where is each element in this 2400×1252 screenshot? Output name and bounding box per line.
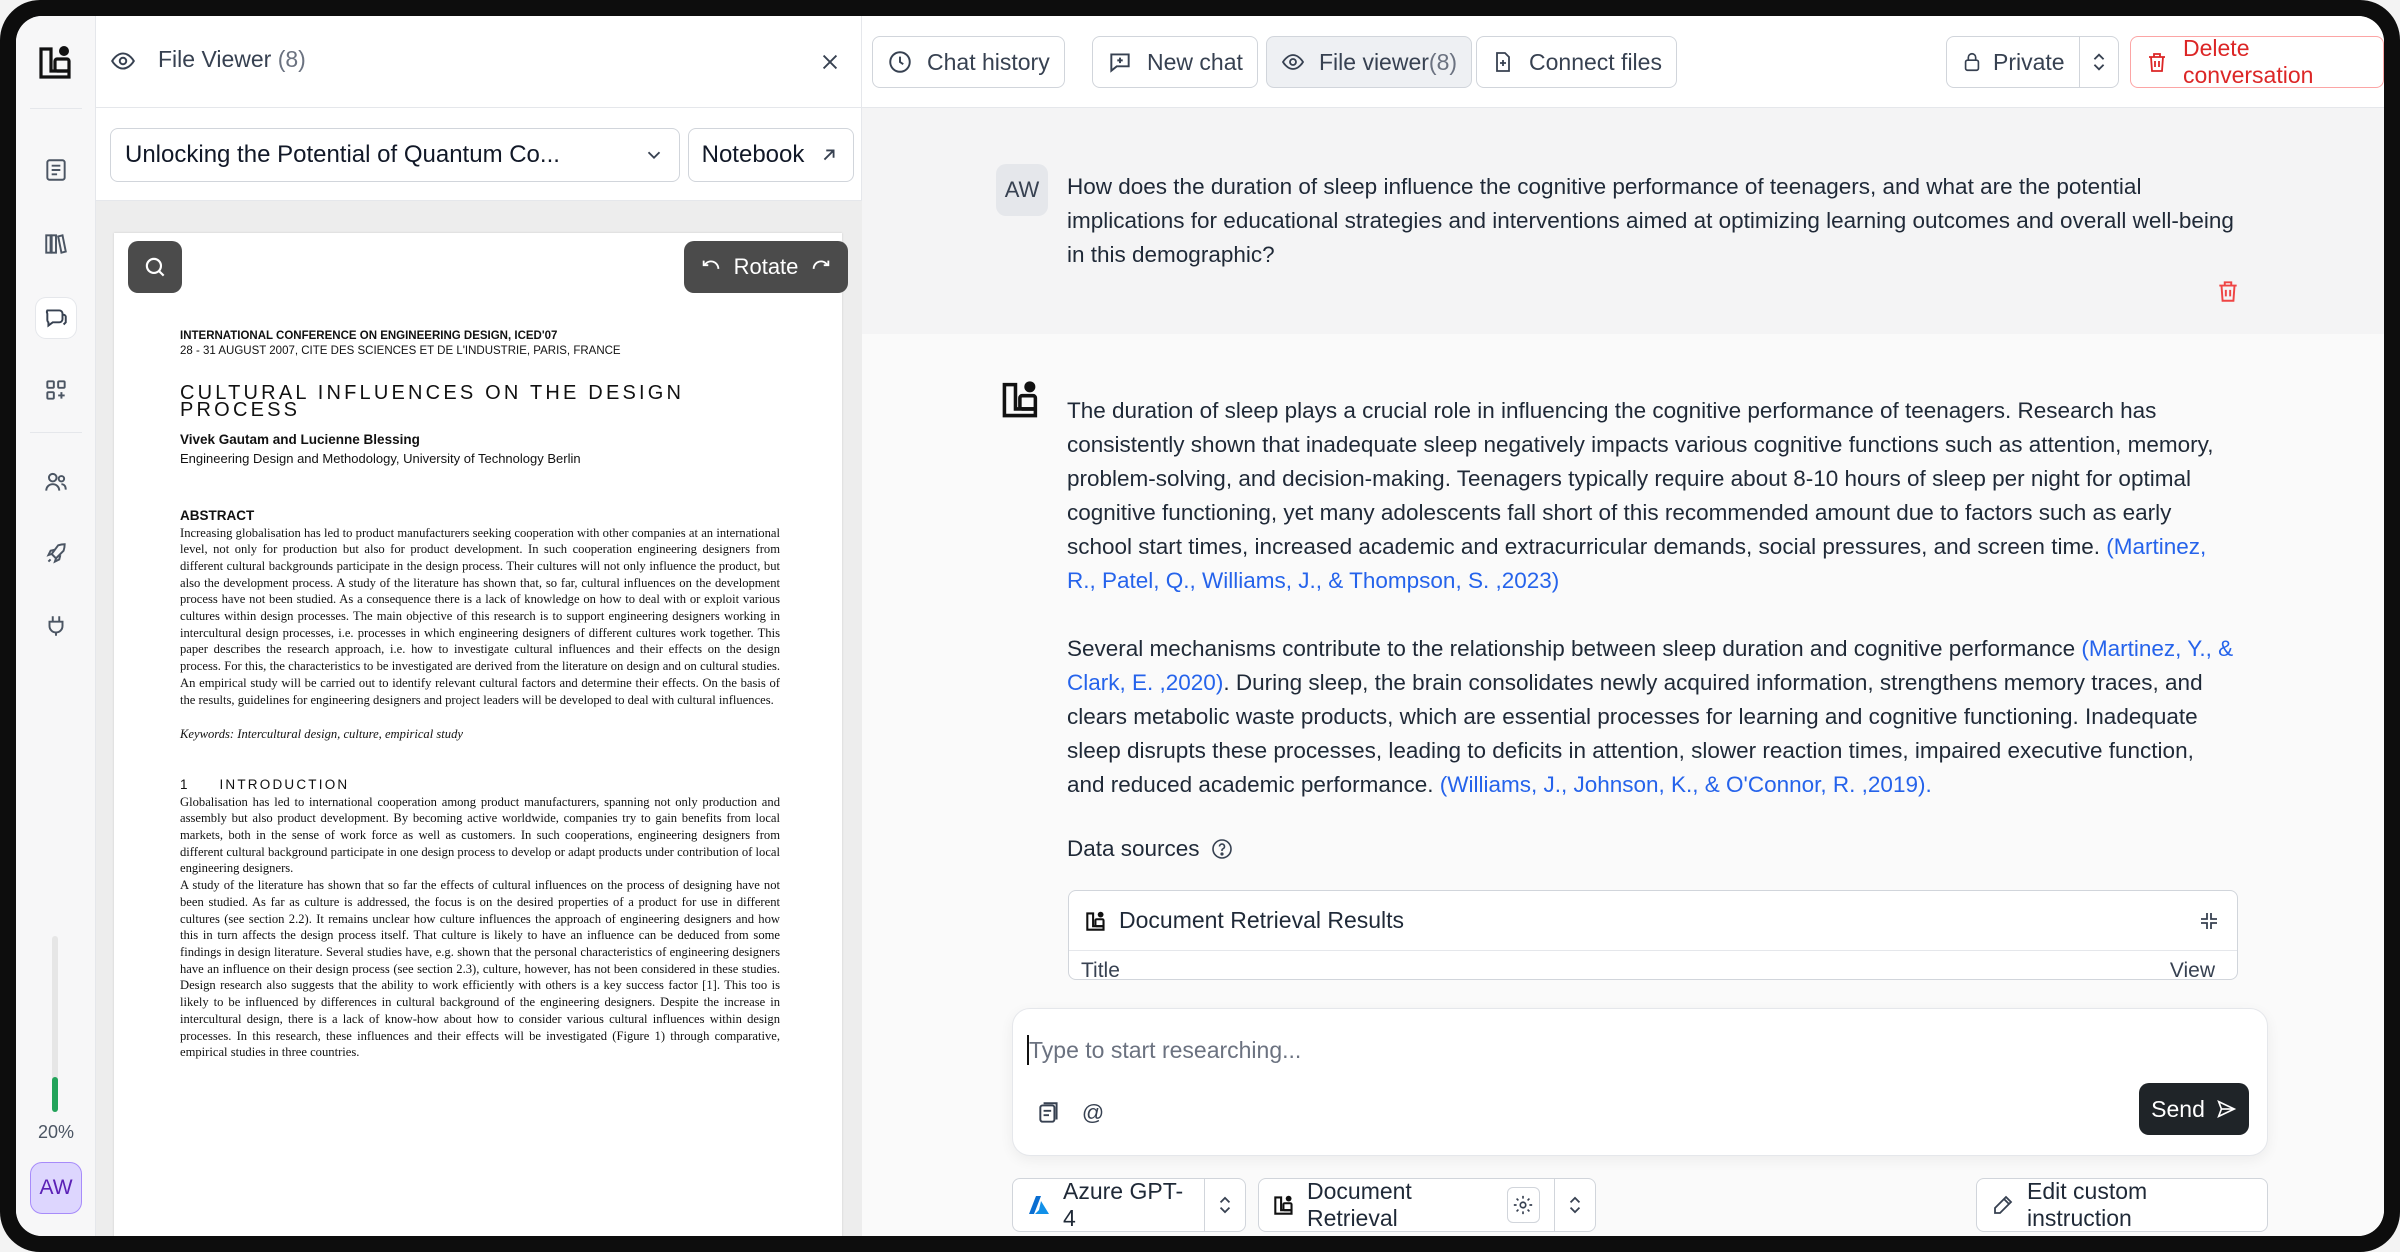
chevron-up-down-icon (2080, 51, 2118, 73)
pdf-paragraph: Globalisation has led to international cooperation among product manufacturers, spanning not only production and assembly but also product development. By becoming active worldwide, companies try to gain benefits from local markets, both in the sense of work force as well as customers. In such cooperations, engineering designers from different cultural background participate in one design process to develop or adapt products under contribution of local engineering designers. (180, 794, 780, 876)
chevron-up-down-icon (1205, 1179, 1245, 1231)
file-viewer-title: File Viewer (8) (158, 46, 306, 72)
delete-conversation-button[interactable]: Delete conversation (2130, 36, 2384, 88)
prompt-library-icon[interactable] (1035, 1099, 1063, 1127)
retrieval-name: Document Retrieval (1307, 1178, 1412, 1231)
settings-gear-icon[interactable] (1507, 1187, 1541, 1223)
chevron-down-icon (643, 144, 665, 166)
chevron-up-down-icon (1555, 1179, 1595, 1231)
message-composer[interactable] (1012, 1008, 2268, 1156)
pdf-authors: Vivek Gautam and Lucienne Blessing (180, 432, 420, 448)
app-window (16, 16, 2384, 1236)
pdf-affiliation: Engineering Design and Methodology, University of Technology Berlin (180, 451, 581, 467)
pdf-keywords: Keywords: Intercultural design, culture, empirical study (180, 727, 463, 742)
rocket-icon[interactable] (36, 534, 76, 574)
send-button[interactable]: Send (2139, 1083, 2249, 1135)
send-icon (2215, 1098, 2237, 1120)
user-avatar: AW (996, 164, 1048, 216)
edit-icon (1991, 1193, 2015, 1217)
rail-divider (30, 432, 82, 433)
rotate-right-icon (810, 256, 832, 278)
model-select[interactable] (1012, 1178, 1246, 1232)
file-viewer-button[interactable]: File viewer(8) (1266, 36, 1472, 88)
collapse-icon[interactable] (2197, 909, 2221, 933)
rotate-left-icon (700, 256, 722, 278)
chat-area (862, 108, 2384, 1236)
usage-meter (52, 936, 58, 1112)
chat-icon[interactable] (36, 298, 76, 338)
library-icon[interactable] (36, 224, 76, 264)
pdf-viewer[interactable] (96, 200, 862, 1236)
pdf-section-heading: 1 INTRODUCTION (180, 776, 350, 792)
data-sources: Data sources (1067, 836, 1234, 862)
chat-history-button[interactable]: Chat history (872, 36, 1065, 88)
document-icon[interactable] (36, 150, 76, 190)
eye-icon (1281, 50, 1305, 74)
assistant-logo-icon (1000, 378, 1042, 420)
model-name: Azure GPT-4 (1063, 1178, 1184, 1231)
new-chat-button[interactable]: New chat (1092, 36, 1258, 88)
rotate-label: Rotate (733, 254, 799, 279)
pdf-paragraph: A study of the literature has shown that so far the effects of cultural influences on the process of designing have not been studied. As far as culture is addressed, the focus is on the desired properties of a product for use in different cultures (see section 2.2). It remains unclear how culture influences the approach of engineering designers and how this in turn affects the design process itself. That culture is likely to have an influence can be deduced from some findings in design literature. Several studies have, e.g. shown that the personal characteristics of engineering designers have an influence on their design process (see section 2.3), culture, however, has not been considered in these studies. Design research also suggests that the ability to work efficiently with others is a key success factor [1]. This too is likely to be influenced by differences in cultural background of the engineering designers. Despite the increase in intercultural design, there is a lack of know-how about how to consider various cultural influences within design processes. In this research, these influences and their effects will be investigated (Figure 1) through comparative, empirical studies in three countries. (180, 878, 780, 1060)
arrow-up-right-icon (818, 144, 840, 166)
privacy-select[interactable]: Private (1946, 36, 2119, 88)
citation-link[interactable]: (Martinez, Y., & Clark, E. ,2020) (1067, 636, 2234, 695)
rotate-button[interactable] (684, 241, 848, 293)
azure-icon (1027, 1193, 1051, 1217)
apps-icon[interactable] (36, 370, 76, 410)
pdf-abstract: Increasing globalisation has led to product manufacturers seeking cooperation with other companies at an international level, not only for production but also for product development. In such cooperation engineering designers from different cultural backgrounds participate in the design process. Their cultures will not only influence the product, but also the development process. A study of the literature has shown that, so far, cultural influences on the development process have not been studied. As a consequence there is a lack of knowledge on how to deal with or exploit various cultures within design processes. The main objective of this research is to support engineering designers working in intercultural design processes, i.e. processes in which engineering designers of different cultures work together. This paper describes the research approach, i.e. how to investigate cultural influences and their effects on the design process. For this, the characteristics to be investigated are derived from the literature on design and on cultural studies. An empirical study will be carried out to identify relevant cultural factors and determine their effects. On the basis of the results, guidelines for engineering designers and project leaders will be developed to deal with cultural influences. (180, 525, 780, 707)
delete-message-trash-icon[interactable] (2215, 278, 2241, 304)
pdf-abstract-heading: ABSTRACT (180, 507, 255, 523)
rail-divider (30, 108, 82, 109)
pdf-content (180, 329, 780, 1061)
trash-icon (2145, 50, 2169, 74)
help-circle-icon[interactable] (1210, 837, 1234, 861)
citation-link[interactable]: (Williams, J., Johnson, K., & O'Connor, R. ,2019). (1439, 772, 1932, 797)
pdf-conference: INTERNATIONAL CONFERENCE ON ENGINEERING DESIGN, ICED'07 (180, 330, 558, 342)
retrieval-results-title: Document Retrieval Results (1119, 907, 1405, 933)
retrieval-table-header (1069, 951, 2237, 980)
file-plus-icon (1491, 50, 1515, 74)
app-logo-icon[interactable] (36, 42, 76, 82)
usage-meter-fill (52, 1077, 58, 1112)
avatar[interactable]: AW (30, 1162, 82, 1214)
nav-rail (16, 16, 96, 1236)
new-chat-icon (1107, 49, 1133, 75)
retrieval-select[interactable] (1258, 1178, 1596, 1232)
assistant-answer: The duration of sleep plays a crucial role in influencing the cognitive performance of teenagers. Research has consistently shown that inadequate sleep negatively impacts various cognitive functions such as attention, memory, problem-solving, and decision-making. Teenagers typically require about 8-10 hours of sleep per night for optimal cognitive functioning, yet many adolescents fall short of this recommended amount due to factors such as early school start times, increased academic and extracurricular demands, social pressures, and screen time. (Martinez, R., Patel, Q., Williams, J., & Thompson, S. ,2023) Several mechanisms contribute to the relationship between sleep duration and cognitive performance (Martinez, Y., & Clark, E. ,2020). During sleep, the brain consolidates newly acquired information, strengthens memory traces, and clears metabolic waste products, which are essential processes for learning and cognitive functioning. Inadequate sleep disrupts these processes, leading to deficits in attention, slower reaction times, impaired executive function, and reduced academic performance. (Williams, J., Johnson, K., & O'Connor, R. ,2019). (1067, 398, 2234, 797)
user-question: How does the duration of sleep influence the cognitive performance of teenagers, and what are the potential implications for educational strategies and interventions aimed at optimizing learning outcomes and overall well-being in this demographic? (1067, 174, 2234, 267)
usage-percent: 20% (37, 1122, 75, 1142)
column-view: View (2169, 959, 2215, 980)
document-select[interactable] (110, 128, 680, 182)
selected-document: Unlocking the Potential of Quantum Co... (125, 141, 560, 168)
file-viewer-panel (96, 16, 862, 1236)
edit-custom-instruction-button[interactable]: Edit custom instruction (1976, 1178, 2268, 1232)
pdf-page (114, 233, 842, 1236)
users-icon[interactable] (36, 462, 76, 502)
citation-link[interactable]: (Martinez, R., Patel, Q., Williams, J., & Thompson, S. ,2023) (1067, 534, 2207, 593)
column-title: Title (1081, 959, 1120, 980)
pdf-title: CULTURAL INFLUENCES ON THE DESIGN PROCESS (180, 382, 685, 421)
plug-icon[interactable] (36, 606, 76, 646)
connect-files-button[interactable]: Connect files (1476, 36, 1677, 88)
retrieval-results-card (1068, 890, 2238, 980)
pdf-search-button[interactable] (128, 241, 182, 293)
eye-icon (110, 48, 136, 74)
close-icon[interactable] (814, 46, 846, 78)
message-input[interactable]: Type to start researching... (1029, 1037, 1302, 1063)
retrieval-results-header (1069, 891, 2237, 951)
app-logo-icon (1085, 910, 1107, 932)
mention-icon[interactable]: @ (1081, 1100, 1105, 1125)
notebook-button[interactable] (688, 128, 854, 182)
user-message (862, 108, 2384, 334)
pdf-dates: 28 - 31 AUGUST 2007, CITE DES SCIENCES ET DE L'INDUSTRIE, PARIS, FRANCE (180, 345, 621, 357)
app-logo-icon (1273, 1194, 1295, 1216)
search-icon (142, 254, 168, 280)
lock-icon (1961, 51, 1983, 73)
notebook-label: Notebook (701, 141, 805, 168)
clock-icon (887, 49, 913, 75)
top-toolbar (862, 16, 2384, 108)
file-viewer-header (96, 16, 862, 108)
